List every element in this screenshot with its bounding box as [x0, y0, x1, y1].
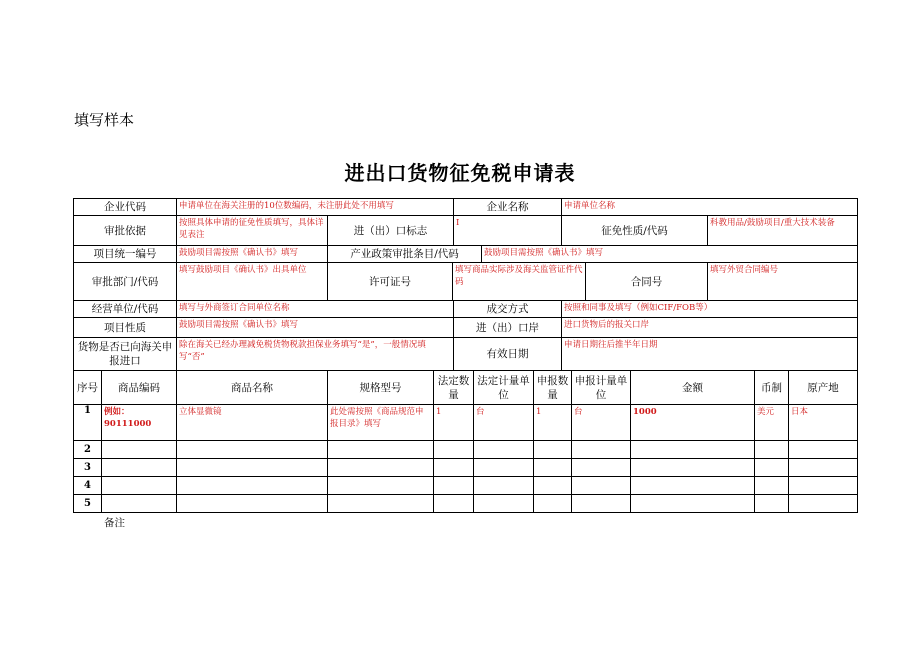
goods-cell[interactable] [630, 440, 755, 459]
goods-header-cell: 法定计量单位 [473, 370, 534, 405]
r4-v1-value[interactable]: 填写鼓励项目《确认书》出具单位 [176, 262, 328, 301]
r6-l1-label: 项目性质 [73, 317, 177, 338]
goods-cell[interactable] [101, 476, 177, 495]
sample-label: 填写样本 [74, 111, 135, 129]
goods-cell[interactable] [433, 440, 474, 459]
goods-row-index: 5 [73, 494, 102, 513]
goods-row-index: 2 [73, 440, 102, 459]
r2-v3-value[interactable]: 科教用品/鼓励项目/重大技术装备 [707, 215, 858, 246]
goods-cell[interactable] [176, 476, 328, 495]
goods-header-cell: 法定数量 [433, 370, 474, 405]
r5-v1-value[interactable]: 填写与外商签订合同单位名称 [176, 300, 454, 318]
goods-cell[interactable] [433, 458, 474, 477]
goods-cell[interactable] [630, 458, 755, 477]
r2-v2-value[interactable]: I [453, 215, 562, 246]
r3-l2-label: 产业政策审批条目/代码 [327, 245, 482, 263]
goods-cell[interactable] [788, 494, 858, 513]
r2-l2-label: 进（出）口标志 [327, 215, 454, 246]
goods-cell[interactable]: 美元 [754, 404, 789, 441]
goods-cell[interactable] [788, 458, 858, 477]
r5-v2-value[interactable]: 按照和同事及填写（例如CIF/FOB等） [561, 300, 858, 318]
goods-cell[interactable] [473, 440, 534, 459]
goods-row-index: 1 [73, 404, 102, 441]
r4-v2-value[interactable]: 填写商品实际涉及海关监管证件代码 [452, 262, 586, 301]
r4-l3-label: 合同号 [585, 262, 708, 301]
goods-cell[interactable]: 例如：90111000 [101, 404, 177, 441]
goods-cell[interactable]: 台 [473, 404, 534, 441]
goods-cell[interactable] [327, 440, 434, 459]
goods-cell[interactable] [533, 458, 572, 477]
goods-cell[interactable]: 台 [571, 404, 631, 441]
goods-cell[interactable] [176, 494, 328, 513]
goods-cell[interactable] [754, 440, 789, 459]
goods-cell[interactable]: 1000 [630, 404, 755, 441]
goods-header-cell: 规格型号 [327, 370, 434, 405]
goods-cell[interactable]: 1 [533, 404, 572, 441]
goods-header-cell: 商品编码 [101, 370, 177, 405]
goods-cell[interactable] [533, 476, 572, 495]
goods-cell[interactable] [327, 458, 434, 477]
goods-cell[interactable] [101, 494, 177, 513]
goods-header-cell: 金额 [630, 370, 755, 405]
r5-l2-label: 成交方式 [453, 300, 562, 318]
goods-header-cell: 原产地 [788, 370, 858, 405]
r3-v2-value[interactable]: 鼓励项目需按照《确认书》填写 [481, 245, 858, 263]
goods-cell[interactable]: 1 [433, 404, 474, 441]
goods-header-cell: 申报数量 [533, 370, 572, 405]
goods-cell[interactable] [327, 476, 434, 495]
r6-l2-label: 进（出）口岸 [453, 317, 562, 338]
goods-cell[interactable] [754, 458, 789, 477]
goods-cell[interactable] [473, 458, 534, 477]
goods-cell[interactable] [571, 494, 631, 513]
goods-header-cell: 商品名称 [176, 370, 328, 405]
r1-v2-value[interactable]: 申请单位名称 [561, 198, 858, 216]
r7-v1-value[interactable]: 除在海关已经办理减免税货物税款担保业务填写“是”，一般情况填写“否” [176, 337, 454, 371]
r2-v1-value[interactable]: 按照具体申请的征免性质填写，具体详见表注 [176, 215, 328, 246]
goods-cell[interactable] [533, 494, 572, 513]
r4-l2-label: 许可证号 [327, 262, 453, 301]
goods-cell[interactable] [788, 476, 858, 495]
goods-cell[interactable] [754, 494, 789, 513]
goods-cell[interactable] [433, 494, 474, 513]
r2-l3-label: 征免性质/代码 [561, 215, 708, 246]
r4-l1-label: 审批部门/代码 [73, 262, 177, 301]
goods-header-cell: 序号 [73, 370, 102, 405]
goods-cell[interactable] [101, 458, 177, 477]
r2-l1-label: 审批依据 [73, 215, 177, 246]
r3-l1-label: 项目统一编号 [73, 245, 177, 263]
r4-v3-value[interactable]: 填写外贸合同编号 [707, 262, 858, 301]
remarks-label: 备注 [104, 517, 125, 529]
r5-l1-label: 经营单位/代码 [73, 300, 177, 318]
goods-cell[interactable] [327, 494, 434, 513]
r7-l1-label: 货物是否已向海关申报进口 [73, 337, 177, 371]
goods-row-index: 4 [73, 476, 102, 495]
goods-row-index: 3 [73, 458, 102, 477]
goods-cell[interactable] [101, 440, 177, 459]
goods-cell[interactable]: 此处需按照《商品规范申报目录》填写 [327, 404, 434, 441]
r7-v2-value[interactable]: 申请日期往后推半年日期 [561, 337, 858, 371]
goods-cell[interactable] [176, 440, 328, 459]
goods-cell[interactable] [473, 494, 534, 513]
goods-cell[interactable]: 立体显微镜 [176, 404, 328, 441]
r6-v2-value[interactable]: 进口货物后的报关口岸 [561, 317, 858, 338]
goods-cell[interactable]: 日本 [788, 404, 858, 441]
r1-l2-label: 企业名称 [453, 198, 562, 216]
r3-v1-value[interactable]: 鼓励项目需按照《确认书》填写 [176, 245, 328, 263]
goods-cell[interactable] [630, 494, 755, 513]
goods-cell[interactable] [571, 476, 631, 495]
goods-cell[interactable] [176, 458, 328, 477]
goods-header-cell: 币制 [754, 370, 789, 405]
goods-cell[interactable] [571, 440, 631, 459]
form-title: 进出口货物征免税申请表 [344, 161, 576, 185]
goods-cell[interactable] [533, 440, 572, 459]
goods-cell[interactable] [433, 476, 474, 495]
r1-l1-label: 企业代码 [73, 198, 177, 216]
goods-cell[interactable] [473, 476, 534, 495]
goods-header-cell: 申报计量单位 [571, 370, 631, 405]
goods-cell[interactable] [754, 476, 789, 495]
r7-l2-label: 有效日期 [453, 337, 562, 371]
goods-cell[interactable] [571, 458, 631, 477]
goods-cell[interactable] [630, 476, 755, 495]
r6-v1-value[interactable]: 鼓励项目需按照《确认书》填写 [176, 317, 454, 338]
r1-v1-value[interactable]: 申请单位在海关注册的10位数编码，未注册此处不用填写 [176, 198, 454, 216]
goods-cell[interactable] [788, 440, 858, 459]
